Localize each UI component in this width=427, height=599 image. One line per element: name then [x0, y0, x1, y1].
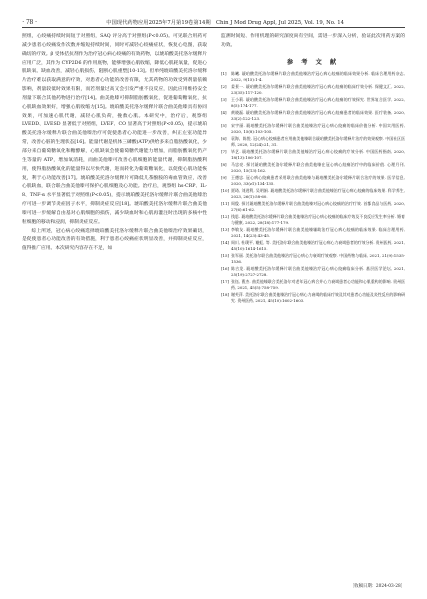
- reference-item: [221, 149, 405, 162]
- reference-text: 张钰, 曹杰. 曲美他嗪联合美托洛尔对老年冠心病合并心力衰竭患者心功能和心肌重构的影响. 贵州医药, 2021, 45(5):758-759.: [231, 278, 405, 291]
- reference-text: 钱思. 琥珀酸美托洛尔缓释片联合曲美他嗪治疗冠心病心绞痛的临床疗效及不良反应发生率分析. 婚育与健康, 2022, 28(18):177-179.: [231, 213, 405, 226]
- reference-text: 宋宇丽. 琥珀酸美托洛尔缓释片联合曲美他嗪治疗冠心病心绞痛的临床价值分析. 中国实用医药, 2020, 15(8):103-105.: [231, 122, 405, 135]
- running-header: [22, 12, 405, 26]
- reference-number: [8]: [221, 161, 227, 167]
- reference-item: [221, 71, 405, 84]
- reference-item: [221, 253, 405, 266]
- reference-text: 黄晓磊. 琥珀酸美托洛尔缓释片联合曲美他嗪治疗冠心病心绞痛患者的临床效果. 医疗装备, 2020, 33(2):122-123.: [231, 109, 405, 122]
- reference-number: [13]: [221, 226, 229, 232]
- reference-item: [221, 162, 405, 175]
- reference-number: [17]: [221, 278, 229, 284]
- reference-number: [7]: [221, 148, 227, 154]
- reference-text: 贾琦, 刘进利, 吴明娟. 琥珀酸美托洛尔缓释片联合曲美他嗪治疗冠心病心绞痛的临床效果. 科学养生, 2023, 26(1):58-60.: [231, 187, 405, 200]
- reference-number: [2]: [221, 83, 227, 89]
- reference-text: 周俊. 探讨琥珀酸美托洛尔缓释片联合曲美他嗪对冠心病心绞痛的治疗疗效. 首都食品与医药, 2020, 27(6):61-62.: [231, 200, 405, 213]
- reference-text: 王德忠. 冠心病心绞痛患者采用联合曲美他嗪与琥珀酸美托洛尔缓释片联合治疗的效果. 医学信息, 2020, 33(z1):134-135.: [231, 174, 405, 187]
- reference-item: [221, 279, 405, 292]
- received-date: ［收稿日期：2024-03-28］: [350, 584, 405, 589]
- reference-text: 张军丽. 美托洛尔联合曲美他嗪治疗冠心病心力衰竭疗效观察. 中国药物与临床, 2021, 21(9):1535-1536.: [231, 252, 405, 265]
- body-paragraph: 照组，心绞痛持续时间短于对照组，SAQ 评分高于对照组(P<0.05)。可见联合用药可减少患者心绞痛发作次数并缩短持续时间，同时可减轻心绞痛症状，恢复心电图，获取确切的疗效。β 受体拮抗剂作为治疗冠心病心绞痛的有效药物，以琥珀酸美托洛尔缓释片应用广泛，其作为 CYP2D6 的作用底物，能够增强心肌收缩，降低心肌耗氧量，促进心肌缺氧、缺血改善，减轻心肌损伤，阻断心肌重塑[10-13]。但单纯琥珀酸美托洛尔缓释片治疗难以获取满意的疗效，对患者心功能的改善有限，尤其药物的功效受到剂量依赖影响，剂量较低时效果有限，而若剂量过高又会引发严重不良反应，因此应用维持安全剂量下联合其他药物进行治疗[14]。曲美他嗪可抑制脂肪酸氧化，促进葡萄糖氧化，抗心肌缺血效果好，增强心肌收缩力[15]。琥珀酸美托洛尔缓释片联合曲美他嗪具有协同效果，可加速心肌代谢，减轻心肌负荷，挽救心肌。本研究中，治疗后，观察组 LVEDD、LVESD 显著低于对照组，LVEF、CO 显著高于对照组(P<0.05)，提示琥珀酸美托洛尔缓释片联合曲美他嗪治疗可促使患者心功能进一步改善，纠正左室功能异常，改善心脏的生理状态[16]。能量代谢是机体三磷酸(ATP)供给多来自脂肪酸氧化，少部分来自葡萄糖氧化和糖酵解，心肌缺氧会使葡萄糖代谢能力增加，而脂肪酸氧化仍产生等量的 ATP，增加氧消耗，而曲美他嗪可改善心肌细胞的能量代谢，抑制脂肪酸利用，使得脂肪酸氧化的能量得以尽快代谢，进而转化为葡萄糖氧化，以促使心肌功能恢复，利于心功能改善[17]。琥珀酸美托洛尔缓释片可降低儿茶酚胺的毒血管效应，改善心肌缺血，联合联合曲美他嗪可保护心肌细胞及心功能。治疗后，观察组 hs-CRP、IL-8、TNF-α 水平显著低于对照组(P<0.05)，提示琥珀酸美托洛尔缓释片联合曲美他嗪治疗可进一步调节炎症因子水平，抑制炎症反应[18]。琥珀酸美托洛尔缓释片联合曲美他嗪可进一步缓解自由基对心肌细胞的损伤，减少缺血时和心肌再灌注时出现的多核中性粒细胞的移动和浸润，抑制炎症反应。: [22, 34, 207, 225]
- reference-number: [9]: [221, 174, 227, 180]
- reference-item: [221, 175, 405, 188]
- reference-number: [18]: [221, 291, 229, 297]
- reference-text: 袁海、陈悦. 冠心病心绞痛患者应用曲美他嗪联合琥珀酸美托洛尔缓释片治疗的效果观察. 中国社区医师, 2020, 12(24):21, 31.: [231, 135, 405, 148]
- reference-number: [4]: [221, 109, 227, 115]
- reference-item: [221, 84, 405, 97]
- reference-number: [15]: [221, 252, 229, 258]
- reference-text: 毕艺. 琥珀酸美托洛尔缓释片联合曲美他嗪治疗冠心病心绞痛的疗效分析. 中国医药指南, 2020, 18(13):106-107.: [231, 148, 405, 161]
- reference-item: [221, 97, 405, 110]
- reference-text: 周川, 杜璞平, 谢虹, 等. 美托洛尔联合曲美他嗪治疗冠心病心力衰竭患者的疗效分析. 贵州医药, 2021, 45(10):1614-1615.: [231, 239, 405, 252]
- page-number: · 78 ·: [22, 18, 38, 26]
- reference-item: [221, 110, 405, 123]
- reference-text: 李敏友. 琥珀酸美托洛尔缓释片联合曲美他嗪辅助治疗冠心病心绞痛的临床效果. 临床合理用药, 2021, 14(23):43-45.: [231, 226, 405, 239]
- reference-item: [221, 188, 405, 201]
- reference-text: 陈吉龙. 琥珀酸美托洛尔缓释片联合曲美他嗪治疗冠心病心绞痛临床分析. 基层医学论坛, 2021, 25(19):2727-2728.: [231, 265, 405, 278]
- reference-text: 姜景一. 琥珀酸美托洛尔缓释片联合曲美他嗪治疗冠心病心绞痛的临床疗效分析. 保健文汇, 2022, 23(35):117-120.: [231, 83, 405, 96]
- reference-number: [3]: [221, 96, 227, 102]
- reference-item: [221, 214, 405, 227]
- reference-text: 陈曦. 琥珀酸美托洛尔缓释片联合曲美他嗪治疗冠心病心绞痛的临床效果分析. 临床合理用药杂志, 2022, 9(15):1-4.: [231, 70, 405, 83]
- reference-number: [12]: [221, 213, 229, 219]
- reference-text: 谢芙萍. 美托洛尔联合曲美他嗪治疗冠心病心力衰竭的临床疗效及其对患者心功能及炎性反应的影响研究. 贵州医药, 2021, 45(10):1602-1603.: [231, 291, 405, 304]
- right-column: [221, 33, 405, 583]
- journal-citation: 中国现代药物应用2025年7月第19卷第14期 Chin J Mod Drug Appl, Jul 2025, Vol. 19, No. 14: [106, 20, 344, 26]
- reference-list: [221, 71, 405, 305]
- reference-number: [1]: [221, 70, 227, 76]
- body-paragraph: 综上所述，冠心病心绞痛选择琥珀酸美托洛尔缓释片联合曲美他嗪治疗效果确切，是促使患者心功能改善的有效措施，利于患者心绞痛症状明显改善，并抑制炎症反应，值得推广应用。本次研究内容存在不足，如: [22, 228, 207, 252]
- references-heading: 参 考 文 献: [286, 58, 340, 66]
- reference-text: 马忠亮. 探讨琥珀酸美托洛尔缓释片联合曲美他嗪在冠心病心绞痛治疗中的临床价值. 心理月刊, 2020, 15(13):162.: [231, 161, 405, 174]
- reference-number: [6]: [221, 135, 227, 141]
- reference-number: [14]: [221, 239, 229, 245]
- header-rule: [22, 27, 405, 28]
- reference-item: [221, 227, 405, 240]
- reference-item: [221, 266, 405, 279]
- reference-item: [221, 240, 405, 253]
- reference-item: [221, 136, 405, 149]
- reference-item: [221, 292, 405, 305]
- reference-number: [11]: [221, 200, 229, 206]
- reference-number: [10]: [221, 187, 229, 193]
- reference-text: 王小莉. 琥珀酸美托洛尔缓释片联合曲美他嗪治疗冠心病心绞痛的疗效探究. 世界复合医学, 2022, 8(5):174-177.: [231, 96, 405, 109]
- left-column: [22, 33, 207, 563]
- reference-item: [221, 201, 405, 214]
- reference-number: [5]: [221, 122, 227, 128]
- reference-item: [221, 123, 405, 136]
- body-paragraph-continued: 监测时间短、作用机理的研究深度尚有空间，需进一步深入分析，验证此次用药方案的功效。: [221, 34, 405, 48]
- reference-number: [16]: [221, 265, 229, 271]
